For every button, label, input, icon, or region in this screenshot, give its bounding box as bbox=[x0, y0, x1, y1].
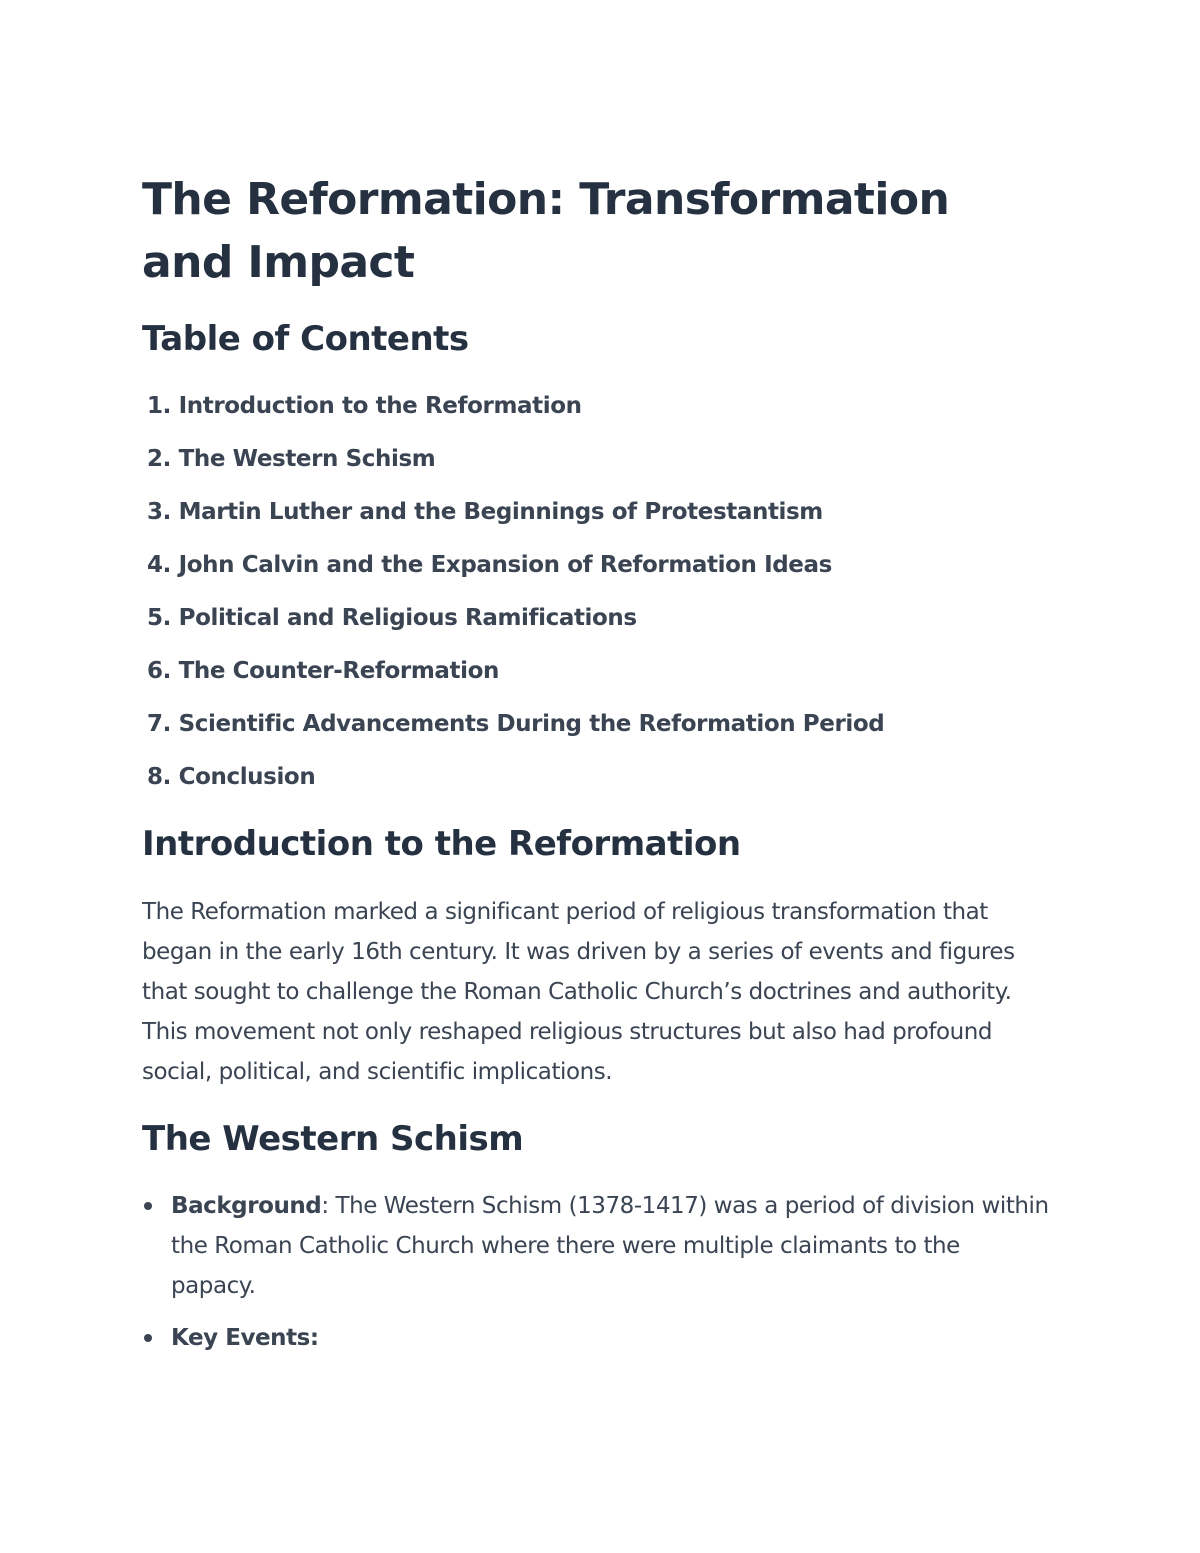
toc-item-label: John Calvin and the Expansion of Reformation Ideas bbox=[178, 552, 832, 578]
toc-item-label: Scientific Advancements During the Reformation Period bbox=[178, 711, 885, 737]
table-of-contents bbox=[142, 386, 1042, 810]
toc-heading: Table of Contents bbox=[142, 319, 469, 359]
list-item-separator: : bbox=[309, 1325, 319, 1351]
toc-item[interactable] bbox=[142, 651, 1042, 704]
list-item-text: The Western Schism (1378-1417) was a period of division within the Roman Catholic Church where there were multiple claimants to the papacy. bbox=[171, 1193, 1049, 1299]
toc-item[interactable] bbox=[142, 704, 1042, 757]
bullet-icon bbox=[144, 1334, 152, 1342]
toc-item-label: Political and Religious Ramifications bbox=[178, 605, 637, 631]
list-item bbox=[142, 1318, 1051, 1358]
toc-item-number: 7. bbox=[147, 711, 171, 737]
toc-item-number: 1. bbox=[147, 393, 171, 419]
toc-item-label: The Counter-Reformation bbox=[178, 658, 499, 684]
list-item bbox=[142, 1186, 1051, 1306]
toc-item[interactable] bbox=[142, 492, 1042, 545]
western-schism-list bbox=[142, 1186, 1062, 1370]
list-item-term: Key Events bbox=[171, 1325, 310, 1351]
toc-item-number: 8. bbox=[147, 764, 171, 790]
list-item-term: Background bbox=[171, 1193, 322, 1219]
toc-item[interactable] bbox=[142, 545, 1042, 598]
toc-item-label: Martin Luther and the Beginnings of Protestantism bbox=[178, 499, 823, 525]
bullet-icon bbox=[144, 1202, 152, 1210]
toc-item[interactable] bbox=[142, 439, 1042, 492]
toc-item-label: Introduction to the Reformation bbox=[178, 393, 582, 419]
section-heading-western-schism: The Western Schism bbox=[142, 1119, 524, 1159]
toc-item-number: 2. bbox=[147, 446, 171, 472]
toc-item[interactable] bbox=[142, 598, 1042, 651]
toc-item[interactable] bbox=[142, 757, 1042, 810]
document-title: The Reformation: Transformation and Impact bbox=[142, 174, 950, 288]
toc-item[interactable] bbox=[142, 386, 1042, 439]
introduction-paragraph: The Reformation marked a significant period of religious transformation that began in the early 16th century. It was driven by a series of events and figures that sought to challenge the Roman Catholic Church’s doctrines and authority. This movement not only reshaped religious structures but also had profound social, political, and scientific implications. bbox=[142, 899, 1015, 1085]
toc-item-number: 5. bbox=[147, 605, 171, 631]
toc-item-number: 4. bbox=[147, 552, 171, 578]
toc-item-number: 3. bbox=[147, 499, 171, 525]
toc-item-label: Conclusion bbox=[178, 764, 316, 790]
section-heading-introduction: Introduction to the Reformation bbox=[142, 824, 741, 864]
toc-item-label: The Western Schism bbox=[178, 446, 436, 472]
list-item-separator: : bbox=[321, 1193, 329, 1219]
toc-item-number: 6. bbox=[147, 658, 171, 684]
